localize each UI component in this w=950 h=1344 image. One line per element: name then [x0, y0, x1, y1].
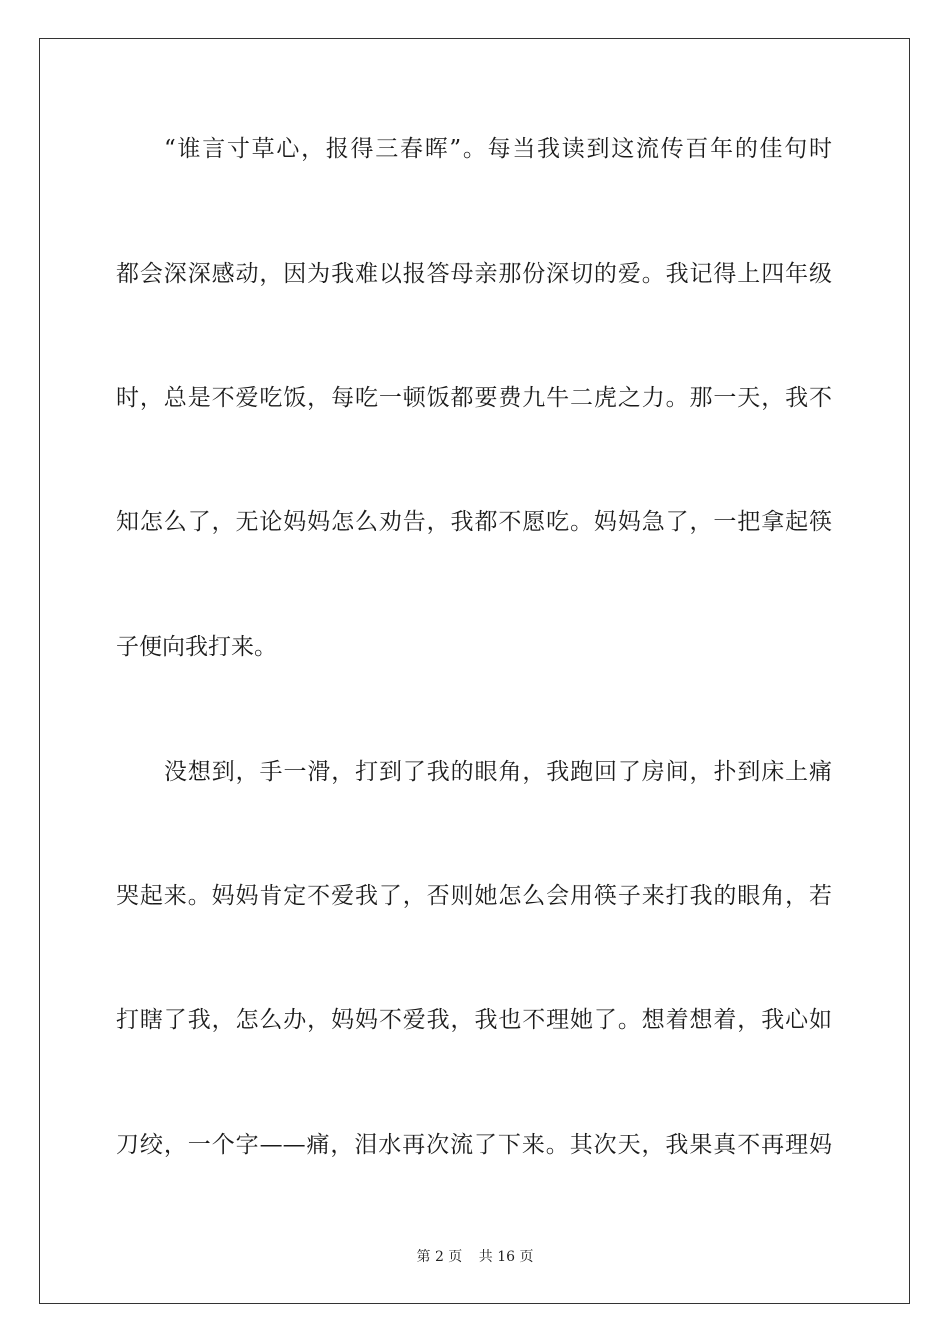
page-number: 第 2 页 — [416, 1249, 463, 1265]
text-line: “谁言寸草心，报得三春晖”。每当我读到这流传百年的佳句时 — [164, 136, 832, 162]
text-line: 打瞎了我，怎么办，妈妈不爱我，我也不理她了。想着想着，我心如 — [116, 1007, 832, 1033]
page-border — [39, 38, 910, 1304]
text-line: 没想到，手一滑，打到了我的眼角，我跑回了房间，扑到床上痛 — [164, 759, 832, 785]
text-line: 刀绞，一个字——痛，泪水再次流了下来。其次天，我果真不再理妈 — [116, 1132, 832, 1158]
text-line: 知怎么了，无论妈妈怎么劝告，我都不愿吃。妈妈急了，一把拿起筷 — [116, 509, 832, 535]
page-footer — [0, 1248, 950, 1266]
text-line: 哭起来。妈妈肯定不爱我了，否则她怎么会用筷子来打我的眼角，若 — [116, 883, 832, 909]
text-line: 都会深深感动，因为我难以报答母亲那份深切的爱。我记得上四年级 — [116, 261, 832, 287]
total-pages: 共 16 页 — [478, 1249, 534, 1265]
text-line: 时，总是不爱吃饭，每吃一顿饭都要费九牛二虎之力。那一天，我不 — [116, 385, 832, 411]
text-line: 子便向我打来。 — [116, 634, 277, 660]
